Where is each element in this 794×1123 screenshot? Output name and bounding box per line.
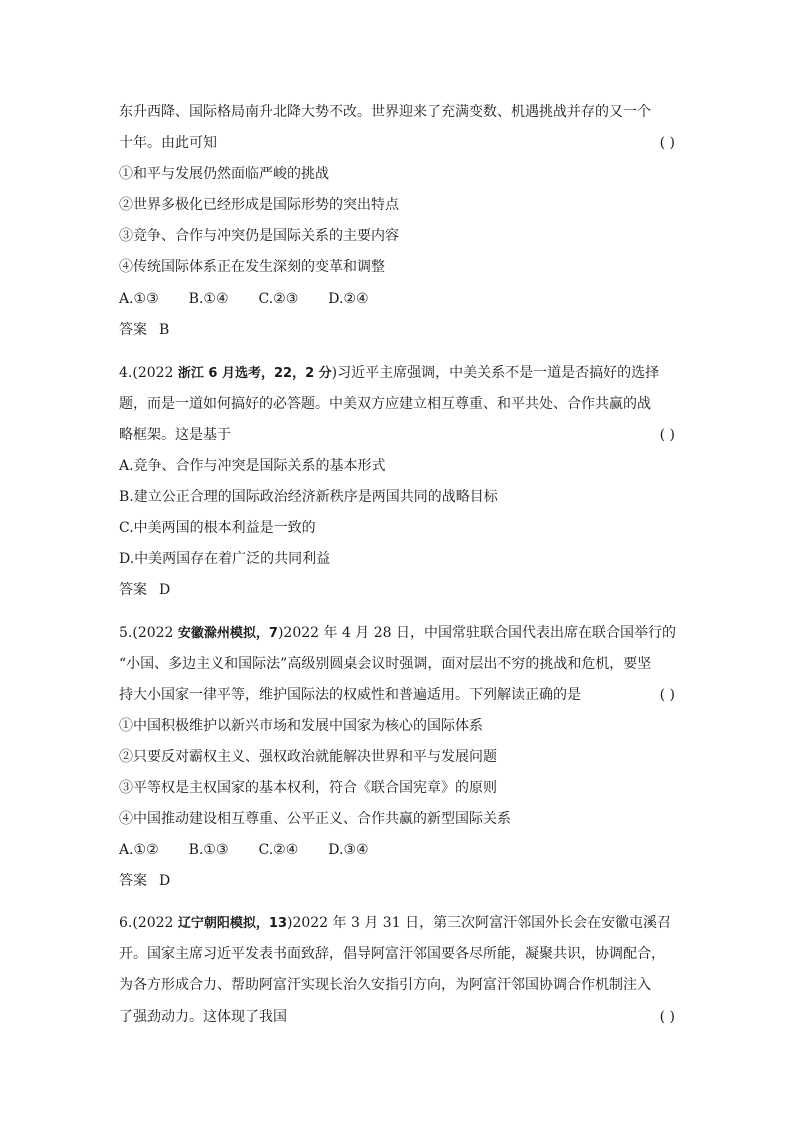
q5-answer-label: 答案: [119, 873, 147, 889]
q5-stem-text-1: )2022 年 4 月 28 日，中国常驻联合国代表出席在联合国举行的: [277, 625, 677, 641]
q4-option-a: A.竞争、合作与冲突是国际关系的基本形式: [119, 458, 386, 474]
q6-stem-line-1: [119, 913, 675, 934]
q6-stem-text-1: )2022 年 3 月 31 日，第三次阿富汗邻国外长会在安徽屯溪召: [287, 915, 672, 931]
q3-answer-paren: ( ): [659, 135, 675, 151]
q3-item-1: ①和平与发展仍然面临严峻的挑战: [119, 166, 329, 182]
q3-item-4: ④传统国际体系正在发生深刻的变革和调整: [119, 259, 385, 275]
q4-answer-label: 答案: [119, 582, 147, 598]
q6-answer-paren: ( ): [659, 1009, 675, 1025]
q5-item-4: ④中国推动建设相互尊重、公平正义、合作共赢的新型国际关系: [119, 811, 511, 827]
q3-option-b: B.①④: [188, 291, 229, 307]
q5-number: 5.(2022: [119, 625, 178, 641]
q5-options: [119, 840, 399, 860]
q4-option-d: D.中美两国存在着广泛的共同利益: [119, 551, 331, 567]
q5-stem-line-3: [119, 685, 675, 705]
q4-stem-line-1: [119, 363, 675, 384]
q6-stem-text-4: 了强劲动力。这体现了我国: [119, 1009, 287, 1025]
q4-stem-text-3: 略框架。这是基于: [119, 427, 231, 443]
q3-stem-text: 十年。由此可知: [119, 135, 217, 151]
q5-stem-line-1: [119, 623, 675, 644]
q6-stem-line-2: 开。国家主席习近平发表书面致辞，倡导阿富汗邻国要各尽所能，凝聚共识，协调配合，: [119, 946, 665, 962]
q4-stem-line-2: 题，而是一道如何搞好的必答题。中美双方应建立相互尊重、和平共处、合作共赢的战: [119, 396, 651, 412]
q3-option-a: A.①③: [119, 291, 159, 307]
q5-stem-text-3: 持大小国家一律平等，维护国际法的权威性和普遍适用。下列解读正确的是: [119, 687, 581, 703]
q4-answer: [119, 580, 170, 600]
q4-stem-text-1: )习近平主席强调，中美关系不是一道是否搞好的选择: [331, 365, 660, 381]
q5-item-1: ①中国积极维护以新兴市场和发展中国家为核心的国际体系: [119, 718, 483, 734]
q4-answer-value: D: [159, 582, 171, 598]
q5-answer-value: D: [159, 873, 171, 889]
q5-answer-paren: ( ): [659, 687, 675, 703]
q3-options: [119, 289, 399, 309]
q5-item-3: ③平等权是主权国家的基本权利，符合《联合国宪章》的原则: [119, 780, 497, 796]
q6-stem-line-4: [119, 1007, 675, 1027]
q5-answer: [119, 871, 170, 891]
q5-item-2: ②只要反对霸权主义、强权政治就能解决世界和平与发展问题: [119, 749, 497, 765]
q3-answer-value: B: [159, 322, 170, 338]
q3-stem-line-2: [119, 133, 675, 153]
q5-option-a: A.①②: [119, 842, 159, 858]
q5-option-d: D.③④: [328, 842, 369, 858]
q4-option-b: B.建立公正合理的国际政治经济新秩序是两国共同的战略目标: [119, 489, 498, 505]
q6-number: 6.(2022: [119, 915, 178, 931]
q3-stem-line-1: 东升西降、国际格局南升北降大势不改。世界迎来了充满变数、机遇挑战并存的又一个: [119, 104, 651, 120]
q3-option-d: D.②④: [328, 291, 369, 307]
q3-option-c: C.②③: [258, 291, 299, 307]
q5-option-c: C.②④: [258, 842, 299, 858]
q4-stem-line-3: [119, 425, 675, 445]
q4-option-c: C.中美两国的根本利益是一致的: [119, 520, 316, 536]
q5-source: 安徽滁州模拟，7: [177, 626, 278, 641]
q3-answer-label: 答案: [119, 322, 147, 338]
q3-item-2: ②世界多极化已经形成是国际形势的突出特点: [119, 197, 399, 213]
q6-source: 辽宁朝阳模拟，13: [177, 916, 287, 931]
q3-answer: [119, 320, 169, 340]
q5-stem-line-2: “小国、多边主义和国际法”高级别圆桌会议时强调，面对层出不穷的挑战和危机，要坚: [119, 656, 652, 672]
q6-stem-line-3: 为各方形成合力、帮助阿富汗实现长治久安指引方向，为阿富汗邻国协调合作机制注入: [119, 977, 651, 993]
q4-answer-paren: ( ): [659, 427, 675, 443]
q4-source: 浙江 6 月选考，22，2 分: [177, 366, 332, 381]
q5-option-b: B.①③: [188, 842, 229, 858]
q4-number: 4.(2022: [119, 365, 178, 381]
q3-item-3: ③竞争、合作与冲突仍是国际关系的主要内容: [119, 228, 399, 244]
